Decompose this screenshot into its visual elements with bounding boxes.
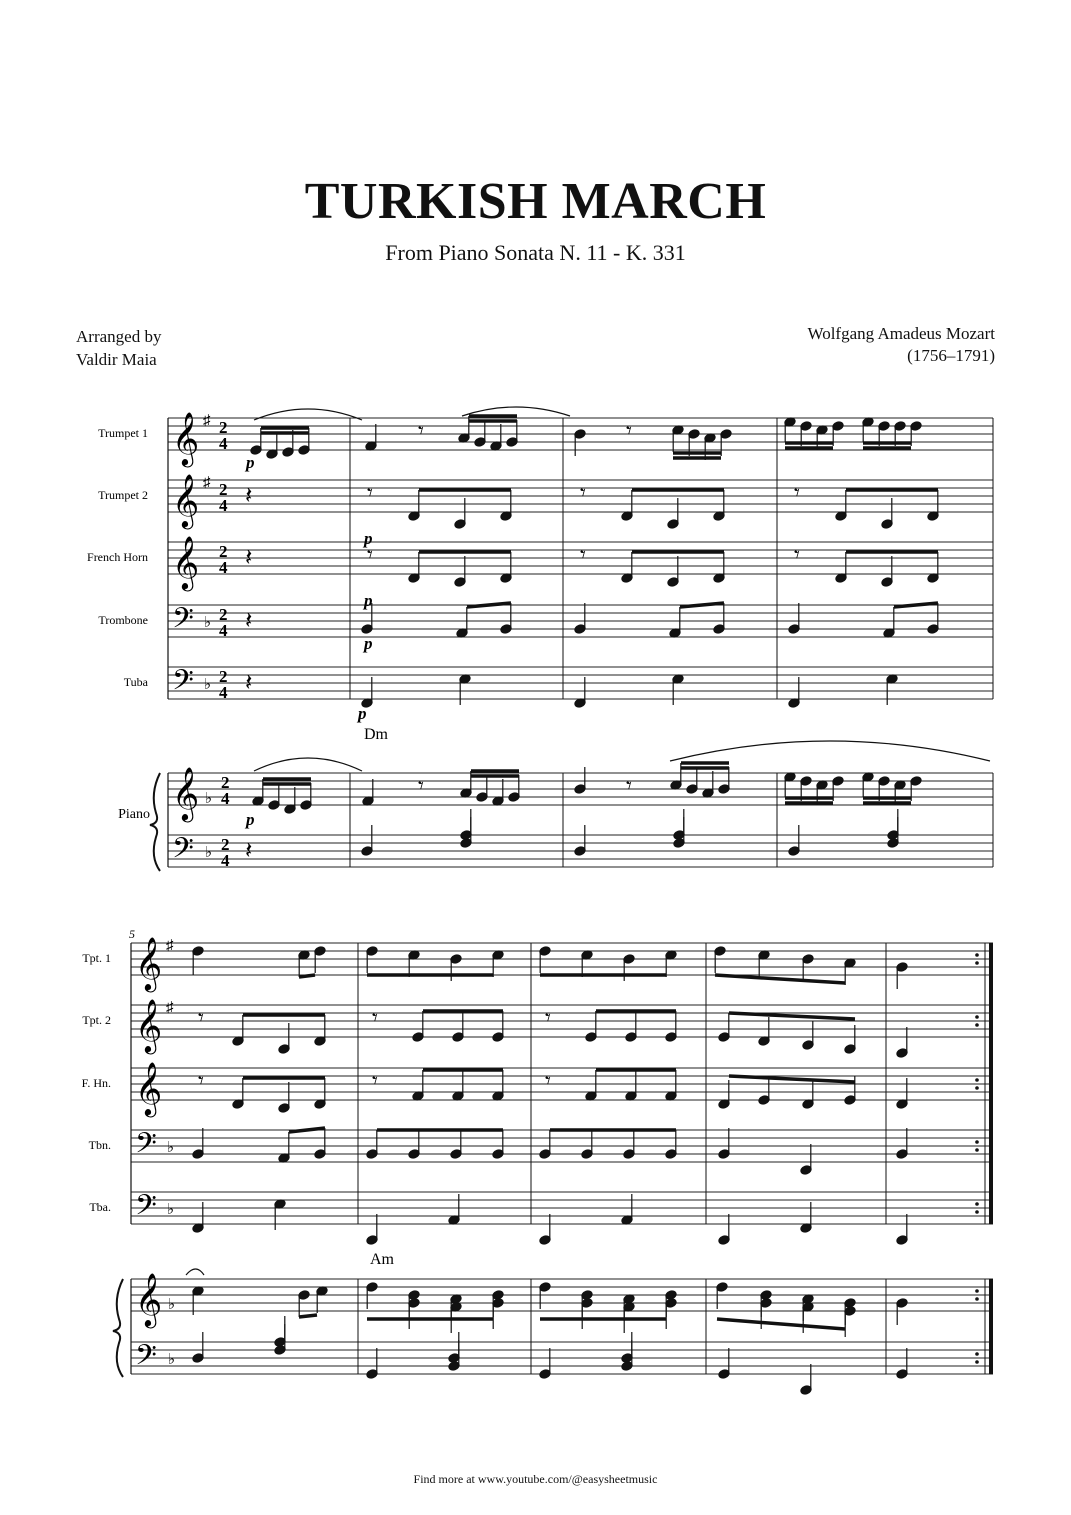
eighth-rest-icon: 𝄾 (198, 1005, 204, 1030)
dynamic-marking: p (364, 529, 373, 548)
treble-clef-icon: 𝄞 (172, 475, 200, 526)
instrument-label-short: F. Hn. (81, 1076, 111, 1090)
eighth-rest-icon: 𝄾 (626, 773, 632, 798)
treble-clef-icon: 𝄞 (172, 768, 200, 819)
piano-brace (150, 773, 160, 871)
repeat-dot (975, 961, 979, 965)
repeat-dot (975, 1078, 979, 1082)
slur (254, 758, 362, 771)
flat-key-signature: ♭ (167, 1140, 175, 1156)
slur (670, 741, 990, 761)
dynamic-marking: p (364, 634, 373, 653)
eighth-rest-icon: 𝄾 (580, 480, 586, 505)
note-beam (299, 975, 315, 977)
flat-key-signature: ♭ (168, 1297, 176, 1313)
time-signature-bottom: 4 (221, 851, 230, 870)
eighth-rest-icon: 𝄾 (626, 418, 632, 443)
note-beam (729, 1076, 855, 1082)
sharp-key-signature: ♯ (166, 1000, 174, 1016)
system-2 (82, 927, 993, 1395)
time-signature-bottom: 4 (221, 789, 230, 808)
repeat-dot (975, 1289, 979, 1293)
score-subtitle: From Piano Sonata N. 11 - K. 331 (385, 240, 686, 265)
instrument-label: Tuba (123, 675, 148, 689)
flat-key-signature: ♭ (204, 615, 212, 631)
bass-clef-icon: 𝄢 (135, 1341, 157, 1378)
footer-link: Find more at www.youtube.com/@easysheetmusic (413, 1472, 658, 1486)
quarter-rest-icon: 𝄽 (245, 545, 253, 571)
repeat-dot (975, 1202, 979, 1206)
note-beam (715, 975, 845, 983)
composer-dates: (1756–1791) (907, 346, 995, 365)
dynamic-marking: p (246, 453, 255, 472)
treble-clef-icon: 𝄞 (135, 1000, 163, 1051)
eighth-rest-icon: 𝄾 (794, 542, 800, 567)
time-signature-top: 2 (221, 773, 230, 792)
time-signature-bottom: 4 (219, 496, 228, 515)
instrument-label: Trombone (98, 613, 148, 627)
eighth-rest-icon: 𝄾 (418, 418, 424, 443)
time-signature-bottom: 4 (219, 434, 228, 453)
repeat-dot (975, 1360, 979, 1364)
note-beam (717, 1319, 845, 1329)
bass-clef-icon: 𝄢 (172, 666, 194, 703)
note-beam (289, 1128, 325, 1132)
repeat-dot (975, 953, 979, 957)
time-signature-top: 2 (219, 605, 228, 624)
instrument-label-short: Tba. (89, 1200, 111, 1214)
treble-clef-icon: 𝄞 (172, 413, 200, 464)
sharp-key-signature: ♯ (203, 413, 211, 429)
repeat-dot (975, 1210, 979, 1214)
chord-symbol: Am (370, 1251, 394, 1268)
repeat-dot (975, 1297, 979, 1301)
repeat-dot (975, 1140, 979, 1144)
note-beam (894, 603, 938, 607)
instrument-label-short: Tbn. (88, 1138, 111, 1152)
quarter-rest-icon: 𝄽 (245, 670, 253, 696)
eighth-rest-icon: 𝄾 (545, 1068, 551, 1093)
time-signature-top: 2 (219, 542, 228, 561)
arranger-name: Valdir Maia (76, 350, 157, 369)
bass-clef-icon: 𝄢 (172, 834, 194, 871)
treble-clef-icon: 𝄞 (135, 1063, 163, 1114)
bass-clef-icon: 𝄢 (135, 1191, 157, 1228)
time-signature-bottom: 4 (219, 558, 228, 577)
eighth-rest-icon: 𝄾 (580, 542, 586, 567)
eighth-rest-icon: 𝄾 (545, 1005, 551, 1030)
instrument-label: Trumpet 1 (98, 426, 148, 440)
note-beam (680, 603, 724, 607)
time-signature-top: 2 (219, 667, 228, 686)
piano-brace (113, 1279, 123, 1377)
bass-clef-icon: 𝄢 (172, 604, 194, 641)
note-beam (729, 1013, 855, 1019)
time-signature-top: 2 (221, 835, 230, 854)
score-title: TURKISH MARCH (304, 173, 767, 230)
eighth-rest-icon: 𝄾 (418, 773, 424, 798)
eighth-rest-icon: 𝄾 (372, 1068, 378, 1093)
repeat-dot (975, 1086, 979, 1090)
instrument-label: French Horn (87, 550, 148, 564)
time-signature-bottom: 4 (219, 621, 228, 640)
sharp-key-signature: ♯ (203, 475, 211, 491)
eighth-rest-icon: 𝄾 (372, 1005, 378, 1030)
eighth-rest-icon: 𝄾 (367, 480, 373, 505)
eighth-rest-icon: 𝄾 (367, 542, 373, 567)
composer-name: Wolfgang Amadeus Mozart (807, 324, 995, 343)
instrument-label: Trumpet 2 (98, 488, 148, 502)
flat-key-signature: ♭ (204, 677, 212, 693)
time-signature-bottom: 4 (219, 683, 228, 702)
quarter-rest-icon: 𝄽 (245, 483, 253, 509)
treble-clef-icon: 𝄞 (135, 1274, 163, 1325)
note-beam (467, 603, 511, 607)
flat-key-signature: ♭ (167, 1202, 175, 1218)
flat-key-signature: ♭ (205, 791, 213, 807)
sharp-key-signature: ♯ (166, 938, 174, 954)
treble-clef-icon: 𝄞 (135, 938, 163, 989)
repeat-dot (975, 1023, 979, 1027)
system-1 (87, 407, 993, 871)
eighth-rest-icon: 𝄾 (198, 1068, 204, 1093)
dynamic-marking: p (246, 810, 255, 829)
dynamic-marking: p (358, 704, 367, 723)
measure-number: 5 (129, 927, 135, 941)
arranger-label: Arranged by (76, 327, 162, 346)
repeat-dot (975, 1352, 979, 1356)
treble-clef-icon: 𝄞 (172, 537, 200, 588)
flat-key-signature: ♭ (168, 1352, 176, 1368)
dynamic-marking: p (364, 591, 373, 610)
instrument-label-short: Tpt. 1 (82, 951, 111, 965)
repeat-dot (975, 1015, 979, 1019)
note-beam (299, 1315, 317, 1317)
instrument-label-piano: Piano (118, 807, 150, 822)
chord-symbol: Dm (364, 726, 388, 743)
repeat-dot (975, 1148, 979, 1152)
flat-key-signature: ♭ (205, 845, 213, 861)
bass-clef-icon: 𝄢 (135, 1129, 157, 1166)
time-signature-top: 2 (219, 418, 228, 437)
tie (186, 1269, 204, 1275)
time-signature-top: 2 (219, 480, 228, 499)
quarter-rest-icon: 𝄽 (245, 838, 253, 864)
instrument-label-short: Tpt. 2 (82, 1013, 111, 1027)
eighth-rest-icon: 𝄾 (794, 480, 800, 505)
quarter-rest-icon: 𝄽 (245, 608, 253, 634)
